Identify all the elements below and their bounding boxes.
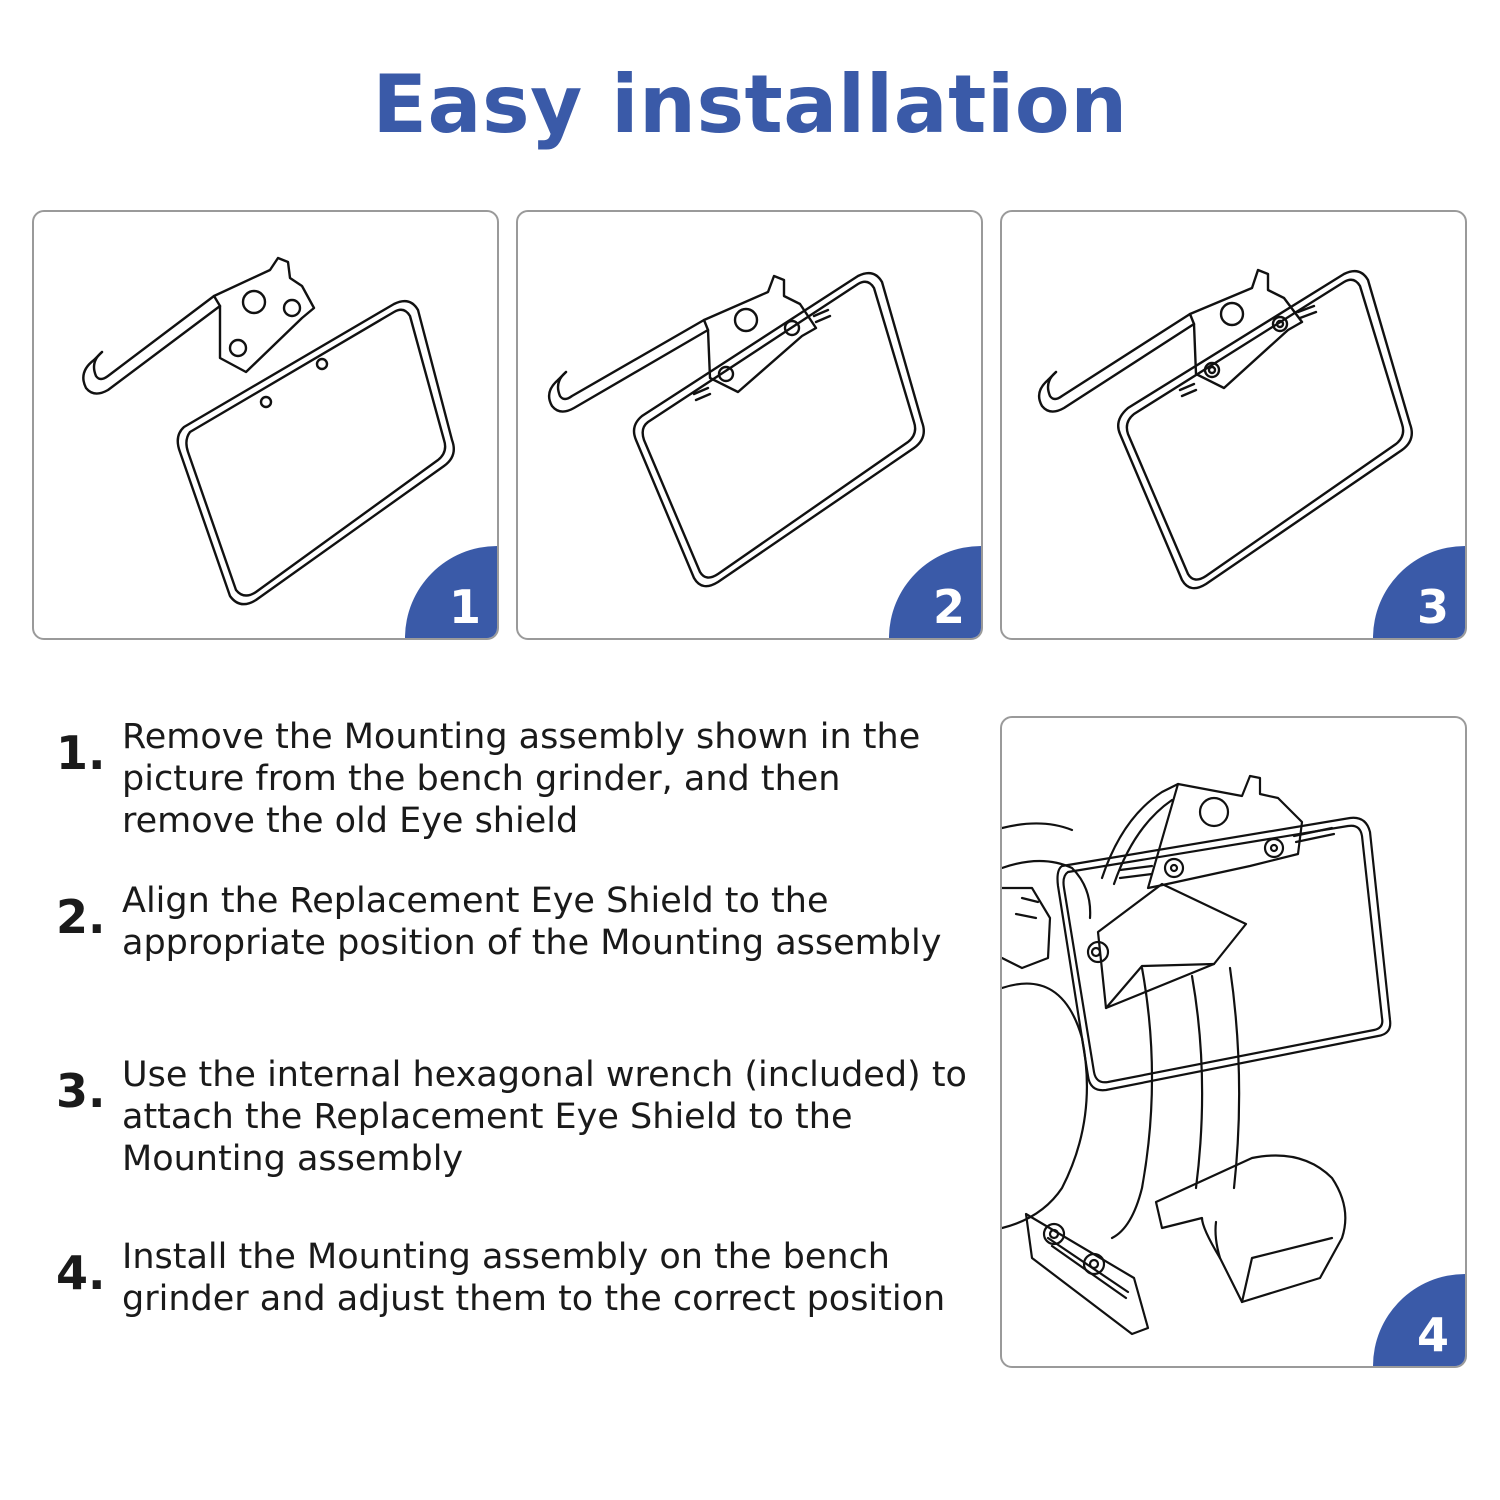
page-title: Easy installation [372,58,1128,151]
step-2-panel [516,210,983,640]
step-3-panel [1000,210,1467,640]
step-number: 3. [56,1064,106,1118]
step-text: Align the Replacement Eye Shield to the appropriate position of the Mounting assembly [122,881,942,963]
step-number: 2. [56,890,106,944]
step-4-panel [1000,716,1467,1368]
step-text: Remove the Mounting assembly shown in the picture from the bench grinder, and then remove the old Eye shield [122,717,921,841]
step-badge-number: 4 [1416,1308,1449,1362]
step-number: 4. [56,1246,106,1300]
step-badge-number: 2 [932,580,965,634]
step-1-panel [32,210,499,640]
bench-grinder-installed-illustration [1002,718,1467,1368]
step-badge-number: 3 [1416,580,1449,634]
step-number: 1. [56,726,106,780]
step-text: Install the Mounting assembly on the bench grinder and adjust them to the correct position [122,1237,946,1319]
step-text: Use the internal hexagonal wrench (included) to attach the Replacement Eye Shield to the Mounting assembly [122,1055,967,1179]
step-badge-number: 1 [448,580,481,634]
